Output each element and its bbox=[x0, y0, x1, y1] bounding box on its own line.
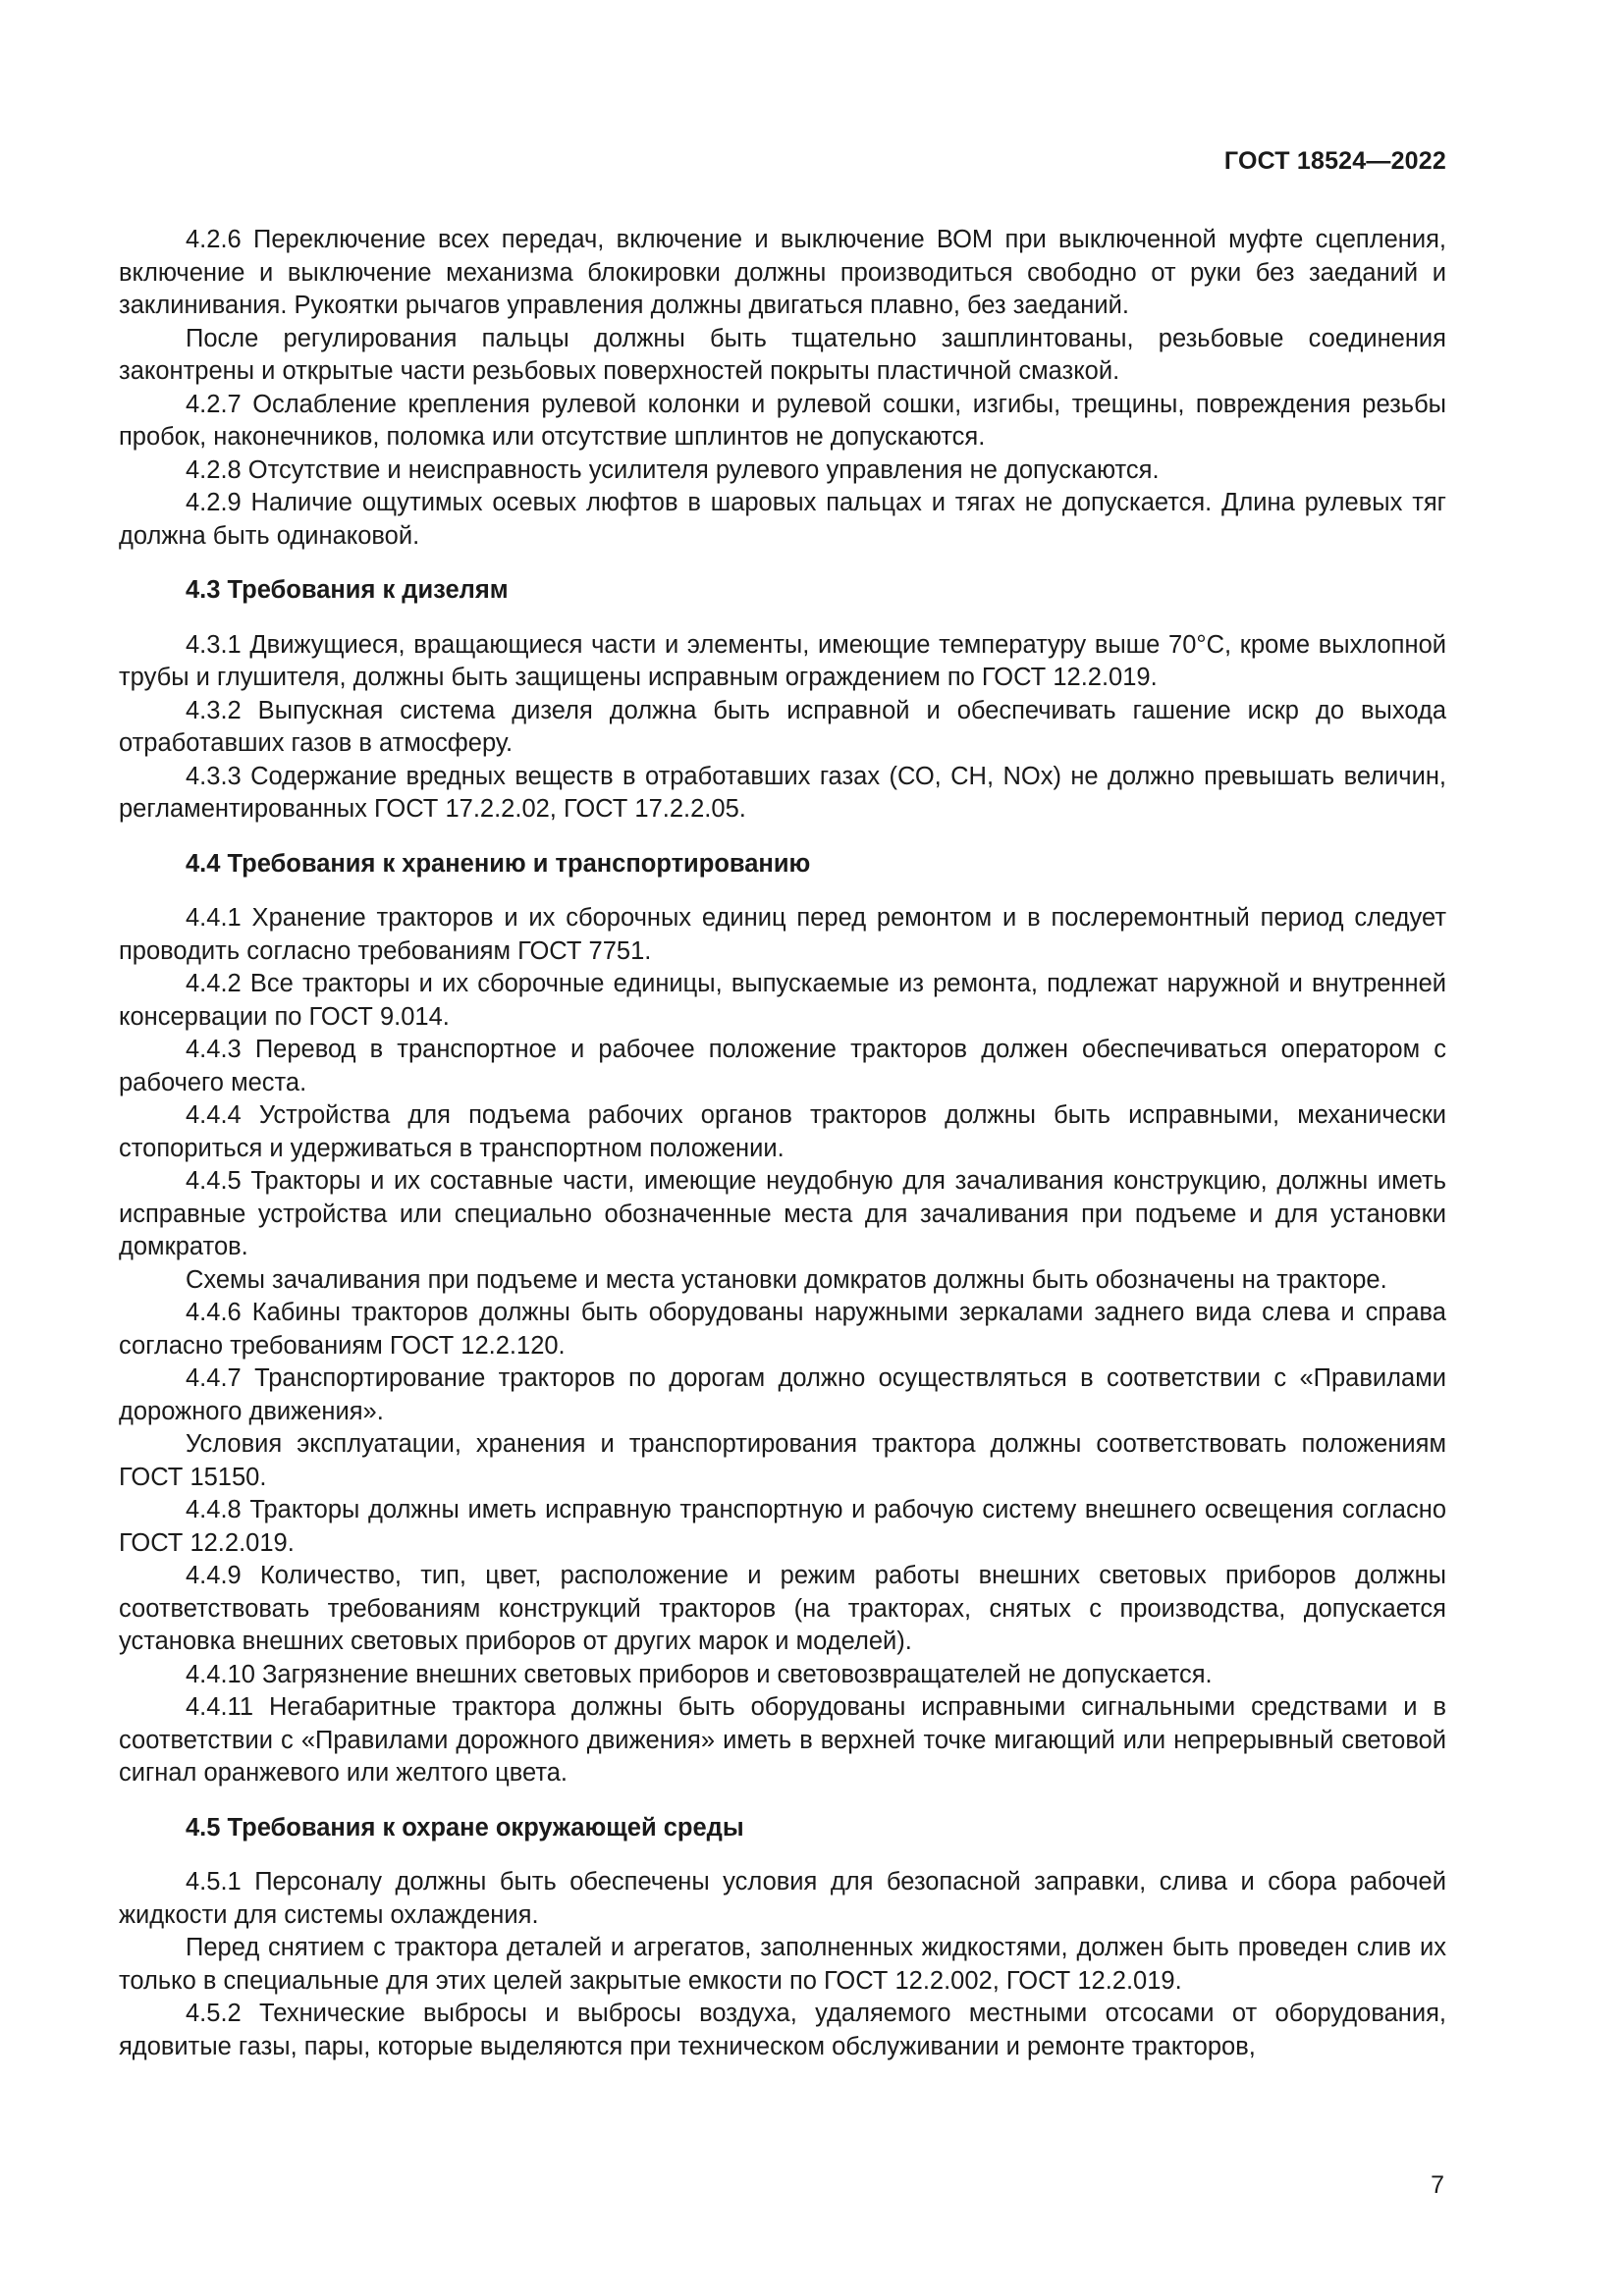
document-header: ГОСТ 18524—2022 bbox=[1223, 147, 1446, 175]
paragraph: 4.2.7 Ослабление крепления рулевой колонки и рулевой сошки, изгибы, трещины, повреждения резьбы пробок, наконечников, поломка или отсутствие шплинтов не допускаются. bbox=[119, 390, 1446, 451]
paragraph: 4.4.1 Хранение тракторов и их сборочных единиц перед ремонтом и в послеремонтный период следует проводить согласно требованиям ГОСТ 7751. bbox=[119, 904, 1446, 965]
paragraph: Схемы зачаливания при подъеме и места установки домкратов должны быть обозначены на тракторе. bbox=[186, 1265, 1387, 1294]
paragraph: 4.4.5 Тракторы и их составные части, имеющие неудобную для зачаливания конструкцию, должны иметь исправные устройства или специально обозначенные места для зачаливания при подъеме и для установки домкратов. bbox=[119, 1167, 1446, 1260]
paragraph: 4.4.4 Устройства для подъема рабочих органов тракторов должны быть исправными, механически стопориться и удерживаться в транспортном положении. bbox=[119, 1101, 1446, 1162]
paragraph: 4.4.6 Кабины тракторов должны быть оборудованы наружными зеркалами заднего вида слева и справа согласно требованиям ГОСТ 12.2.120. bbox=[119, 1299, 1446, 1360]
paragraph: 4.4.2 Все тракторы и их сборочные единицы, выпускаемые из ремонта, подлежат наружной и внутренней консервации по ГОСТ 9.014. bbox=[119, 970, 1446, 1031]
section-heading-4-3: 4.3 Требования к дизелям bbox=[186, 576, 509, 604]
section-heading-4-5: 4.5 Требования к охране окружающей среды bbox=[186, 1813, 744, 1842]
paragraph: 4.4.9 Количество, тип, цвет, расположение и режим работы внешних световых приборов должны соответствовать требованиям конструкций тракторов (на тракторах, снятых с производства, допускается установка внешних световых приборов от других марок и моделей). bbox=[119, 1562, 1446, 1655]
paragraph: 4.5.1 Персоналу должны быть обеспечены условия для безопасной заправки, слива и сбора рабочей жидкости для системы охлаждения. bbox=[119, 1868, 1446, 1929]
paragraph: 4.4.11 Негабаритные трактора должны быть оборудованы исправными сигнальными средствами и в соответствии с «Правилами дорожного движения» иметь в верхней точке мигающий или непрерывный световой сигнал оранжевого или желтого цвета. bbox=[119, 1693, 1446, 1787]
paragraph: 4.4.10 Загрязнение внешних световых приборов и световозвращателей не допускается. bbox=[186, 1660, 1213, 1688]
paragraph: После регулирования пальцы должны быть тщательно зашплинтованы, резьбовые соединения законтрены и открытые части резьбовых поверхностей покрыты пластичной смазкой. bbox=[119, 324, 1446, 385]
paragraph: 4.3.3 Содержание вредных веществ в отработавших газах (СО, СН, NOx) не должно превышать величин, регламентированных ГОСТ 17.2.2.02, ГОСТ 17.2.2.05. bbox=[119, 762, 1446, 823]
paragraph: 4.4.8 Тракторы должны иметь исправную транспортную и рабочую систему внешнего освещения согласно ГОСТ 12.2.019. bbox=[119, 1496, 1446, 1557]
paragraph: Перед снятием с трактора деталей и агрегатов, заполненных жидкостями, должен быть проведен слив их только в специальные для этих целей закрытые емкости по ГОСТ 12.2.002, ГОСТ 12.2.019. bbox=[119, 1934, 1446, 1995]
paragraph: 4.2.9 Наличие ощутимых осевых люфтов в шаровых пальцах и тягах не допускается. Длина рулевых тяг должна быть одинаковой. bbox=[119, 489, 1446, 550]
section-heading-4-4: 4.4 Требования к хранению и транспортированию bbox=[186, 849, 811, 878]
document-body bbox=[119, 224, 1446, 2063]
paragraph: 4.3.2 Выпускная система дизеля должна быть исправной и обеспечивать гашение искр до выхода отработавших газов в атмосферу. bbox=[119, 696, 1446, 757]
paragraph: 4.2.8 Отсутствие и неисправность усилителя рулевого управления не допускаются. bbox=[186, 455, 1160, 484]
paragraph: Условия эксплуатации, хранения и транспортирования трактора должны соответствовать положениям ГОСТ 15150. bbox=[119, 1430, 1446, 1491]
paragraph: 4.4.7 Транспортирование тракторов по дорогам должно осуществляться в соответствии с «Правилами дорожного движения». bbox=[119, 1364, 1446, 1425]
paragraph: 4.3.1 Движущиеся, вращающиеся части и элементы, имеющие температуру выше 70°С, кроме выхлопной трубы и глушителя, должны быть защищены исправным ограждением по ГОСТ 12.2.019. bbox=[119, 630, 1446, 691]
paragraph: 4.4.3 Перевод в транспортное и рабочее положение тракторов должен обеспечиваться оператором с рабочего места. bbox=[119, 1036, 1446, 1096]
paragraph: 4.2.6 Переключение всех передач, включение и выключение ВОМ при выключенной муфте сцепления, включение и выключение механизма блокировки должны производиться свободно от руки без заеданий и заклинивания. Рукоятки рычагов управления должны двигаться плавно, без заеданий. bbox=[119, 226, 1446, 319]
page-number: 7 bbox=[1431, 2171, 1444, 2199]
paragraph: 4.5.2 Технические выбросы и выбросы воздуха, удаляемого местными отсосами от оборудования, ядовитые газы, пары, которые выделяются при техническом обслуживании и ремонте тракторов, bbox=[119, 2000, 1446, 2060]
